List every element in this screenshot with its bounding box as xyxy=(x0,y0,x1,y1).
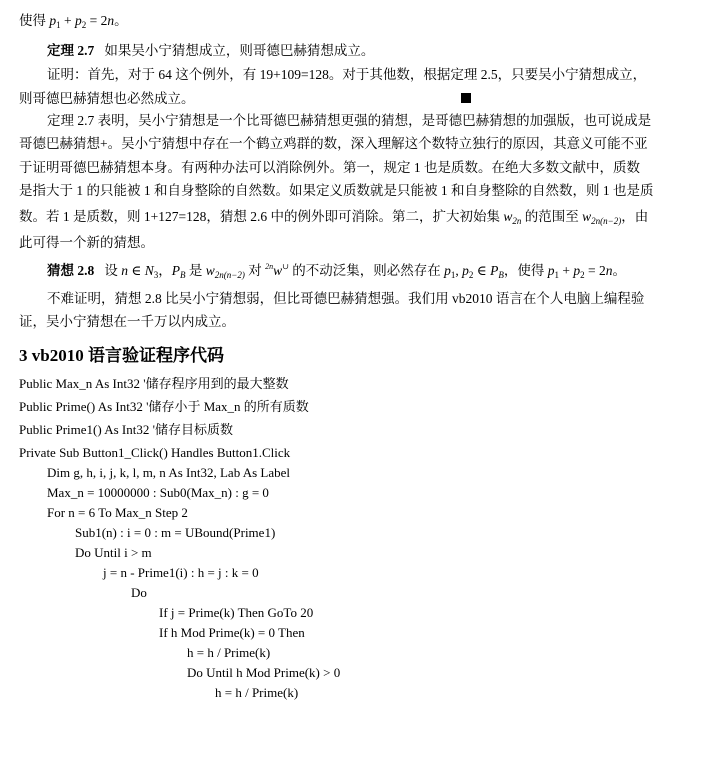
math-sub: 1 xyxy=(450,270,456,280)
math-sup: ∪ xyxy=(282,262,289,271)
code-line: Dim g, h, i, j, k, l, m, n As Int32, Lab As Label xyxy=(47,465,291,480)
code-line: For n = 6 To Max_n Step 2 xyxy=(47,505,188,520)
code-line: j = n - Prime1(i) : h = j : k = 0 xyxy=(103,565,259,580)
math-var: w xyxy=(582,209,592,224)
proof-line-2: 则哥德巴赫猜想也必然成立。 xyxy=(19,91,195,106)
math-sub: 2 xyxy=(580,270,585,280)
code-line: If h Mod Prime(k) = 0 Then xyxy=(159,625,305,640)
text: 的不动泛集，则必然存在 xyxy=(288,263,445,278)
math-sub: 2n(n−2) xyxy=(214,270,245,280)
math-op: ∈ xyxy=(473,263,491,278)
code-line: Private Sub Button1_Click() Handles Button1.Click xyxy=(19,445,291,460)
math-sub: 2 xyxy=(468,270,474,280)
math-sub: B xyxy=(498,270,504,280)
text: 是 xyxy=(185,263,206,278)
code-line: Public Max_n As Int32 '储存程序用到的最大整数 xyxy=(19,376,289,391)
theorem-text: 如果吴小宁猜想成立，则哥德巴赫猜想成立。 xyxy=(104,43,375,58)
paragraph-line: 哥德巴赫猜想+。吴小宁猜想中存在一个鹤立鸡群的数，深入理解这个数特立独行的原因，其意义可能不亚 xyxy=(19,136,648,151)
paragraph-line xyxy=(19,208,648,226)
code-line: h = h / Prime(k) xyxy=(215,685,299,700)
math-sub: 2n xyxy=(512,216,522,226)
code-line: Public Prime1() As Int32 '储存目标质数 xyxy=(19,422,233,437)
math-op: = 2 xyxy=(86,13,108,28)
paragraph-line: 不难证明，猜想 2.8 比吴小宁猜想弱，但比哥德巴赫猜想强。我们用 vb2010 语言在个人电脑上编程验 xyxy=(47,291,645,306)
math-var: p xyxy=(444,263,451,278)
paragraph-line: 此可得一个新的猜想。 xyxy=(19,235,154,250)
text: ，使得 xyxy=(503,263,548,278)
conjecture-2-8 xyxy=(47,262,626,280)
paragraph-line: 是指大于 1 的只能被 1 和自身整除的自然数。如果定义质数就是只能被 1 和自身整除的自然数，则 1 也是质 xyxy=(19,183,654,198)
math-var: p xyxy=(547,263,555,278)
paragraph-line: 定理 2.7 表明，吴小宁猜想是一个比哥德巴赫猜想更强的猜想，是哥德巴赫猜想的加强版，也可说成是 xyxy=(47,113,652,128)
code-line: Do Until h Mod Prime(k) > 0 xyxy=(187,665,341,680)
conjecture-label: 猜想 2.8 xyxy=(47,263,95,278)
math-var: p xyxy=(462,263,469,278)
theorem-2-7 xyxy=(47,42,374,60)
math-op: , xyxy=(455,263,463,278)
math-sub: 1 xyxy=(56,20,61,30)
theorem-label: 定理 2.7 xyxy=(47,43,95,58)
qed-square-icon xyxy=(461,93,471,103)
math-var: N xyxy=(144,263,154,278)
code-line: Max_n = 10000000 : Sub0(Max_n) : g = 0 xyxy=(47,485,269,500)
text: 设 xyxy=(104,263,122,278)
code-line: If j = Prime(k) Then GoTo 20 xyxy=(159,605,314,620)
math-var: P xyxy=(490,263,499,278)
code-line: Do Until i > m xyxy=(75,545,152,560)
code-line: Public Prime() As Int32 '储存小于 Max_n 的所有质数 xyxy=(19,399,309,414)
text: 。 xyxy=(612,263,626,278)
math-sub: B xyxy=(180,270,186,280)
text: 数。若 1 是质数，则 1+127=128，猜想 2.6 中的例外即可消除。第二，扩大初始集 xyxy=(19,209,504,224)
math-var: P xyxy=(171,263,181,278)
math-sub: 2n(n−2) xyxy=(591,216,622,226)
section-heading: 3 vb2010 语言验证程序代码 xyxy=(19,346,224,365)
math-op: ∈ xyxy=(128,263,145,278)
math-var: p xyxy=(573,263,581,278)
code-line: h = h / Prime(k) xyxy=(187,645,271,660)
math-var: n xyxy=(605,263,613,278)
code-line: Do xyxy=(131,585,147,600)
math-sub: 3 xyxy=(153,270,159,280)
math-op: + xyxy=(558,263,574,278)
math-sub: 1 xyxy=(554,270,559,280)
math-op: + xyxy=(60,13,75,28)
math-var: p xyxy=(49,13,57,28)
math-op: = 2 xyxy=(584,263,606,278)
text: 的范围至 xyxy=(521,209,583,224)
paragraph-line: 证，吴小宁猜想在一千万以内成立。 xyxy=(19,314,235,329)
text: ，由 xyxy=(621,209,649,224)
proof-line-1: 证明：首先，对于 64 这个例外，有 19+109=128。对于其他数，根据定理 2.5，只要吴小宁猜想成立， xyxy=(47,67,647,82)
math-var: p xyxy=(75,13,82,28)
math-var: n xyxy=(107,13,115,28)
math-var: w xyxy=(205,263,215,278)
math-var: w xyxy=(273,263,283,278)
code-line: Sub1(n) : i = 0 : m = UBound(Prime1) xyxy=(75,525,276,540)
equation-line xyxy=(19,12,128,30)
math-var: w xyxy=(503,209,513,224)
text: 。 xyxy=(114,13,128,28)
math-var: n xyxy=(121,263,128,278)
text: ， xyxy=(158,263,172,278)
text: 使得 xyxy=(19,13,50,28)
text: 对 xyxy=(244,263,266,278)
math-sup: 2n xyxy=(265,262,274,271)
math-sub: 2 xyxy=(81,20,87,30)
paragraph-line: 于证明哥德巴赫猜想本身。有两种办法可以消除例外。第一，规定 1 也是质数。在绝大多数文献中，质数 xyxy=(19,160,640,175)
